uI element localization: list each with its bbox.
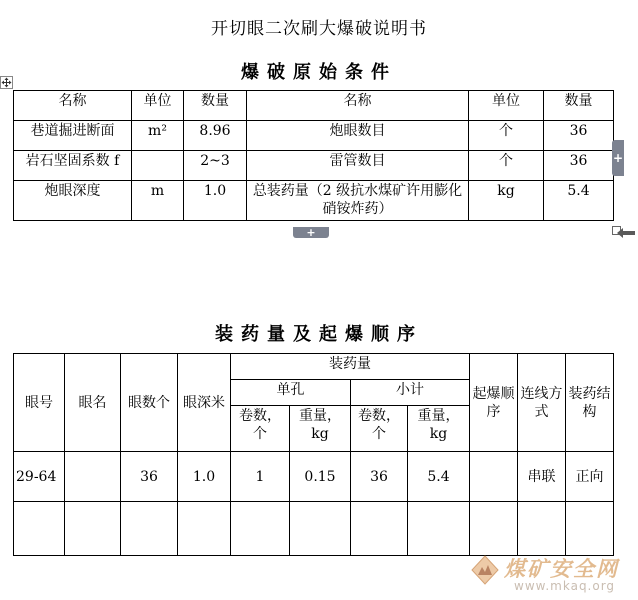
table-cell: 8.96 — [184, 121, 247, 151]
header-cell: 眼深米 — [178, 354, 231, 452]
table-cell: 1.0 — [178, 452, 231, 502]
table-cell — [566, 502, 614, 556]
table-cell — [14, 502, 65, 556]
table-row — [14, 151, 614, 181]
table-cell — [132, 151, 184, 181]
header-cell: 数量 — [544, 91, 614, 121]
table-cell — [470, 452, 518, 502]
header-cell: 小计 — [351, 380, 470, 406]
table-cell: 2~3 — [184, 151, 247, 181]
table-cell — [121, 502, 178, 556]
table-cell: 5.4 — [408, 452, 470, 502]
watermark-name: 煤矿安全网 — [504, 556, 619, 581]
table-header-row — [14, 91, 614, 121]
table-cell: m² — [132, 121, 184, 151]
header-cell: 名称 — [14, 91, 132, 121]
header-cell: 重量，kg — [408, 406, 470, 452]
table-cell — [65, 502, 121, 556]
table-row — [14, 181, 614, 221]
table-row — [14, 121, 614, 151]
header-cell: 卷数，个 — [351, 406, 408, 452]
table-cell: 正向 — [566, 452, 614, 502]
table-cell: 5.4 — [544, 181, 614, 221]
charge-sequence-title: 装药量及起爆顺序 — [215, 324, 423, 345]
table-cell: 0.15 — [290, 452, 351, 502]
header-cell: 眼号 — [14, 354, 65, 452]
table-cell — [231, 502, 290, 556]
header-cell: 起爆顺序 — [470, 354, 518, 452]
table-cell: 雷管数目 — [247, 151, 469, 181]
table-cell: 炮眼深度 — [14, 181, 132, 221]
table-row — [14, 452, 614, 502]
blasting-conditions-table — [13, 90, 614, 221]
watermark-url: www.mkaq.org — [514, 579, 616, 593]
table-cell — [290, 502, 351, 556]
table-cell: 个 — [469, 151, 544, 181]
header-cell: 装药结构 — [566, 354, 614, 452]
header-cell: 卷数，个 — [231, 406, 290, 452]
table-cell: 串联 — [518, 452, 566, 502]
table-cell — [470, 502, 518, 556]
table-cell: 巷道掘进断面 — [14, 121, 132, 151]
blasting-conditions-title: 爆破原始条件 — [241, 62, 397, 83]
table-cell: kg — [469, 181, 544, 221]
table-cell: 36 — [544, 121, 614, 151]
table-cell: 36 — [351, 452, 408, 502]
add-column-button[interactable]: + — [612, 140, 624, 176]
header-cell: 重量，kg — [290, 406, 351, 452]
table-cell — [408, 502, 470, 556]
table-row — [14, 502, 614, 556]
header-cell: 装药量 — [231, 354, 470, 380]
charge-sequence-table — [13, 353, 614, 556]
table-cell: 炮眼数目 — [247, 121, 469, 151]
watermark — [470, 553, 635, 598]
document-title: 开切眼二次刷大爆破说明书 — [211, 19, 427, 39]
table-cell — [518, 502, 566, 556]
add-row-button[interactable]: + — [293, 227, 329, 238]
header-cell: 眼名 — [65, 354, 121, 452]
table-cell: 29-64 — [14, 452, 65, 502]
header-cell: 眼数个 — [121, 354, 178, 452]
arrow-marker-icon — [617, 228, 635, 238]
table-cell: 36 — [544, 151, 614, 181]
site-logo-icon — [470, 555, 500, 585]
table-cell: 1.0 — [184, 181, 247, 221]
table-cell: m — [132, 181, 184, 221]
move-table-icon[interactable] — [0, 76, 13, 89]
header-cell: 数量 — [184, 91, 247, 121]
table-cell: 36 — [121, 452, 178, 502]
header-cell: 连线方式 — [518, 354, 566, 452]
header-cell: 单位 — [132, 91, 184, 121]
table-cell: 1 — [231, 452, 290, 502]
table-cell — [351, 502, 408, 556]
table-cell — [178, 502, 231, 556]
table-cell: 岩石坚固系数 f — [14, 151, 132, 181]
table-cell — [65, 452, 121, 502]
header-cell: 单孔 — [231, 380, 351, 406]
table-header-row — [14, 354, 614, 380]
table-cell: 个 — [469, 121, 544, 151]
header-cell: 单位 — [469, 91, 544, 121]
header-cell: 名称 — [247, 91, 469, 121]
table-cell: 总装药量（2 级抗水煤矿许用膨化硝铵炸药） — [247, 181, 469, 221]
